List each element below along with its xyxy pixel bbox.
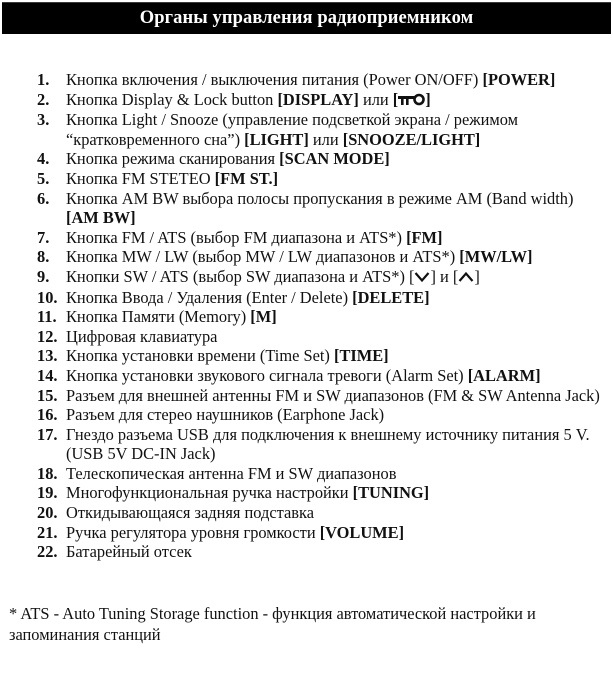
item-tag: [TUNING] xyxy=(352,483,430,503)
item-text: Кнопка FM STETEO xyxy=(66,168,215,188)
item-text: Ручка регулятора уровня громкости xyxy=(66,522,320,542)
item-text: Разъем для внешней антенны FM и SW диапазонов (FM & SW Antenna Jack) xyxy=(66,385,600,405)
list-item xyxy=(37,247,607,267)
page-title: Органы управления радиоприемником xyxy=(139,8,474,28)
list-item xyxy=(37,503,607,523)
item-number: 14. xyxy=(37,365,58,385)
item-number: 1. xyxy=(37,70,50,89)
item-number: 2. xyxy=(37,89,50,109)
bracket-open: [ xyxy=(409,266,415,286)
list-item xyxy=(37,267,607,288)
item-tag: [DELETE] xyxy=(352,287,430,307)
item-text: Кнопка Light / Snooze (управление подсветкой экрана / режимом “кратковременного сна”) xyxy=(66,110,518,149)
item-tag: [FM ST.] xyxy=(214,168,279,188)
item-number: 19. xyxy=(37,483,58,503)
item-tag: [VOLUME] xyxy=(319,522,405,542)
item-text: Кнопка FM / ATS (выбор FM диапазона и ATS*) xyxy=(66,227,407,247)
item-tag: [ALARM] xyxy=(467,365,541,385)
item-text: Батарейный отсек xyxy=(66,542,192,562)
item-text: Кнопка включения / выключения питания (Power ON/OFF) xyxy=(66,70,483,89)
key-icon xyxy=(398,91,425,111)
item-text: Кнопка Памяти (Memory) xyxy=(66,307,251,327)
item-tag: [AM BW] xyxy=(66,208,136,228)
item-tag: [TIME] xyxy=(333,346,389,366)
item-tag: [SCAN MODE] xyxy=(279,149,390,169)
bracket-open: [ xyxy=(452,266,459,286)
header-bar xyxy=(2,2,611,34)
item-number: 10. xyxy=(37,287,58,307)
list-item xyxy=(37,405,607,425)
item-tag: [DISPLAY] xyxy=(277,89,359,109)
item-text: Кнопка AM BW выбора полосы пропускания в режиме AM (Band width) xyxy=(66,188,574,208)
list-item xyxy=(37,346,607,366)
list-item xyxy=(37,149,607,169)
item-tag-alt: [SNOOZE/LIGHT] xyxy=(342,129,481,149)
item-text: Кнопка режима сканирования xyxy=(66,149,280,169)
list-item xyxy=(37,425,607,464)
item-number: 5. xyxy=(37,168,50,188)
item-text: Кнопки SW / ATS (выбор SW диапазона и ATS*) xyxy=(66,266,410,286)
bracket-open: [ xyxy=(392,89,399,109)
item-text: Цифровая клавиатура xyxy=(66,326,218,346)
bracket-close: ] xyxy=(474,266,480,286)
item-number: 7. xyxy=(37,227,50,247)
item-number: 11. xyxy=(37,307,57,327)
item-number: 4. xyxy=(37,149,50,169)
item-number: 6. xyxy=(37,188,50,208)
list-item xyxy=(37,523,607,543)
item-number: 18. xyxy=(37,463,58,483)
item-tag: [LIGHT] xyxy=(244,129,309,149)
list-item xyxy=(37,464,607,484)
item-number: 21. xyxy=(37,522,58,542)
list-item xyxy=(37,366,607,386)
item-text: Многофункциональная ручка настройки xyxy=(66,483,353,503)
item-connector: и xyxy=(435,266,453,286)
item-text: Кнопка установки времени (Time Set) xyxy=(66,346,334,366)
list-item xyxy=(37,483,607,503)
item-text: Кнопка Display & Lock button xyxy=(66,89,278,109)
ats-footnote: * ATS - Auto Tuning Storage function - функция автоматической настройки и запоминания станций xyxy=(9,604,536,644)
item-text: Кнопка установки звукового сигнала тревоги (Alarm Set) xyxy=(66,365,468,385)
item-number: 3. xyxy=(37,110,50,130)
item-tag: [M] xyxy=(250,307,277,327)
item-number: 13. xyxy=(37,346,58,366)
item-number: 12. xyxy=(37,326,58,346)
list-item xyxy=(37,386,607,406)
list-item xyxy=(37,90,607,111)
list-item xyxy=(37,327,607,347)
bracket-close: ] xyxy=(430,266,436,286)
list-item xyxy=(37,70,607,90)
item-tag: [MW/LW] xyxy=(459,247,533,267)
item-number: 8. xyxy=(37,247,50,267)
item-text: Кнопка MW / LW (выбор MW / LW диапазонов и ATS*) xyxy=(66,247,460,267)
item-number: 15. xyxy=(37,385,58,405)
chevron-down-icon xyxy=(414,268,430,288)
bracket-close: ] xyxy=(425,89,431,109)
item-number: 9. xyxy=(37,266,50,286)
chevron-up-icon xyxy=(458,268,474,288)
item-number: 17. xyxy=(37,424,58,444)
list-item xyxy=(37,228,607,248)
list-item xyxy=(37,110,607,149)
item-text: Телескопическая антенна FM и SW диапазонов xyxy=(66,463,397,483)
item-connector: или xyxy=(358,89,393,109)
item-text: Кнопка Ввода / Удаления (Enter / Delete) xyxy=(66,287,353,307)
list-item xyxy=(37,169,607,189)
item-text: Откидывающаяся задняя подставка xyxy=(66,503,314,523)
list-item xyxy=(37,542,607,562)
item-text: Разъем для стерео наушников (Earphone Jack) xyxy=(66,405,385,425)
list-item xyxy=(37,288,607,308)
item-tag: [FM] xyxy=(406,227,443,247)
item-number: 16. xyxy=(37,405,58,425)
item-number: 20. xyxy=(37,503,58,523)
controls-list xyxy=(37,70,607,562)
item-tag: [POWER] xyxy=(482,70,556,89)
list-item xyxy=(37,189,607,228)
item-text: Гнездо разъема USB для подключения к внешнему источнику питания 5 V. (USB 5V DC-IN Jack) xyxy=(66,424,590,464)
item-connector: или xyxy=(308,129,343,149)
item-number: 22. xyxy=(37,542,58,562)
list-item xyxy=(37,307,607,327)
